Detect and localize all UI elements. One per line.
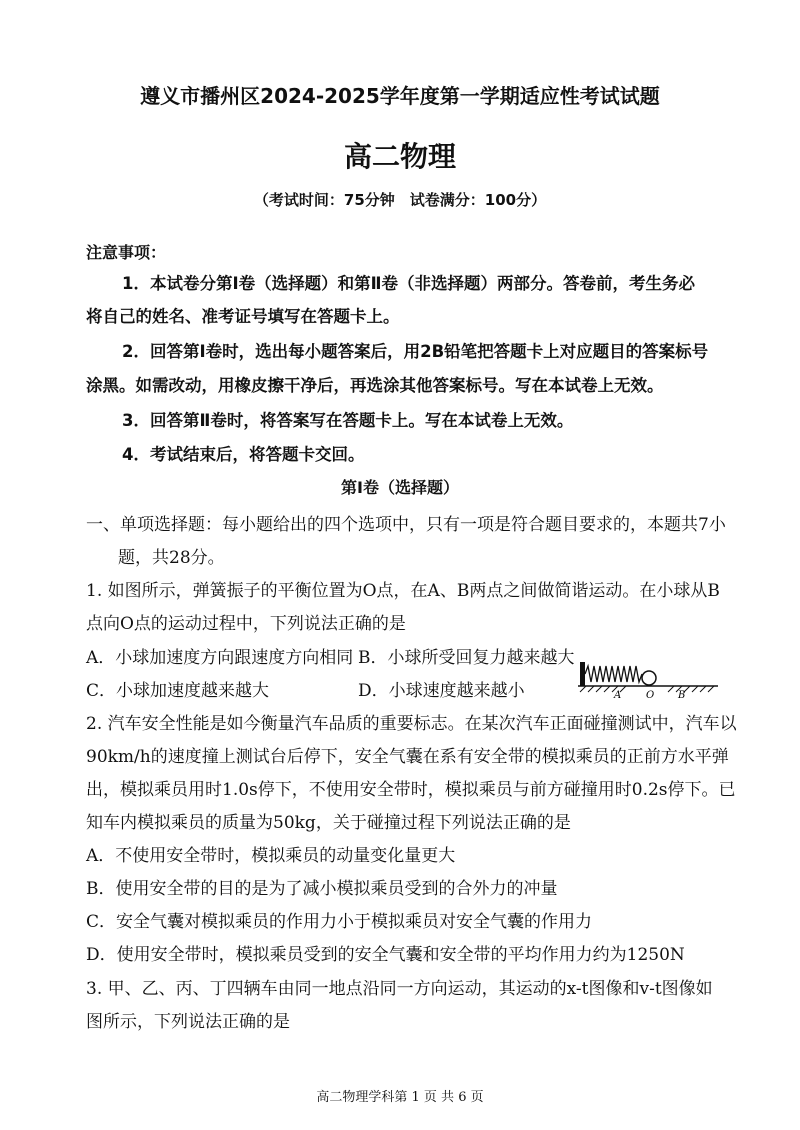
label-b: B: [678, 690, 686, 700]
q1-option-a: A．小球加速度方向跟速度方向相同: [86, 648, 354, 668]
q1-option-b: B．小球所受回复力越来越大: [358, 648, 575, 668]
q2-stem-line-1: 2. 汽车安全性能是如今衡量汽车品质的重要标志。在某次汽车正面碰撞测试中，汽车以: [86, 714, 737, 734]
label-o: O: [646, 690, 655, 700]
exam-info: （考试时间：75分钟 试卷满分：100分）: [253, 191, 547, 209]
q2-option-b: B．使用安全带的目的是为了减小模拟乘员受到的合外力的冲量: [86, 879, 558, 899]
label-a: A: [614, 690, 622, 700]
q2-stem-line-2: 90km/h的速度撞上测试台后停下，安全气囊在系有安全带的模拟乘员的正前方水平弹: [86, 747, 729, 767]
note-3: 3．回答第Ⅱ卷时，将答案写在答题卡上。写在本试卷上无效。: [122, 411, 574, 430]
note-4: 4．考试结束后，将答题卡交回。: [122, 445, 365, 464]
q2-option-d: D．使用安全带时，模拟乘员受到的安全气囊和安全带的平均作用力约为1250N: [86, 945, 685, 965]
q1-stem-line-1: 1. 如图所示，弹簧振子的平衡位置为O点，在A、B两点之间做简谐运动。在小球从B: [86, 581, 720, 601]
spring: [585, 666, 642, 682]
exam-title: 遵义市播州区2024-2025学年度第一学期适应性考试试题: [140, 84, 660, 108]
q3-stem-line-1: 3. 甲、乙、丙、丁四辆车由同一地点沿同一方向运动，其运动的x-t图像和v-t图像如: [86, 979, 713, 999]
note-1-line-1: 1．本试卷分第Ⅰ卷（选择题）和第Ⅱ卷（非选择题）两部分。答卷前，考生务必: [122, 274, 695, 293]
notes-heading: 注意事项：: [86, 243, 167, 262]
section-1-instructions-line-2: 题，共28分。: [118, 548, 225, 568]
note-1-line-2: 将自己的姓名、准考证号填写在答题卡上。: [86, 307, 400, 326]
wall: [580, 662, 585, 686]
q1-option-c: C．小球加速度越来越大: [86, 681, 270, 701]
section-1-title: 第Ⅰ卷（选择题）: [341, 478, 459, 497]
section-1-instructions-line-1: 一、单项选择题：每小题给出的四个选项中，只有一项是符合题目要求的，本题共7小: [86, 515, 726, 535]
q2-stem-line-4: 知车内模拟乘员的质量为50kg，关于碰撞过程下列说法正确的是: [86, 813, 571, 833]
q2-option-c: C．安全气囊对模拟乘员的作用力小于模拟乘员对安全气囊的作用力: [86, 912, 593, 932]
ball: [642, 671, 656, 685]
subject-title: 高二物理: [343, 140, 456, 173]
q2-stem-line-3: 出，模拟乘员用时1.0s停下，不使用安全带时，模拟乘员与前方碰撞用时0.2s停下。已: [86, 780, 736, 800]
q1-stem-line-2: 点向O点的运动过程中，下列说法正确的是: [86, 614, 406, 634]
q1-option-d: D．小球速度越来越小: [358, 681, 525, 701]
note-2-line-1: 2．回答第Ⅰ卷时，选出每小题答案后，用2B铅笔把答题卡上对应题目的答案标号: [122, 342, 709, 361]
spring-oscillator-figure: [578, 660, 718, 700]
q3-stem-line-2: 图所示，下列说法正确的是: [86, 1012, 290, 1032]
note-2-line-2: 涂黑。如需改动，用橡皮擦干净后，再选涂其他答案标号。写在本试卷上无效。: [86, 376, 664, 395]
page-footer: 高二物理学科第 1 页 共 6 页: [316, 1090, 484, 1105]
q2-option-a: A．不使用安全带时，模拟乘员的动量变化量更大: [86, 846, 456, 866]
